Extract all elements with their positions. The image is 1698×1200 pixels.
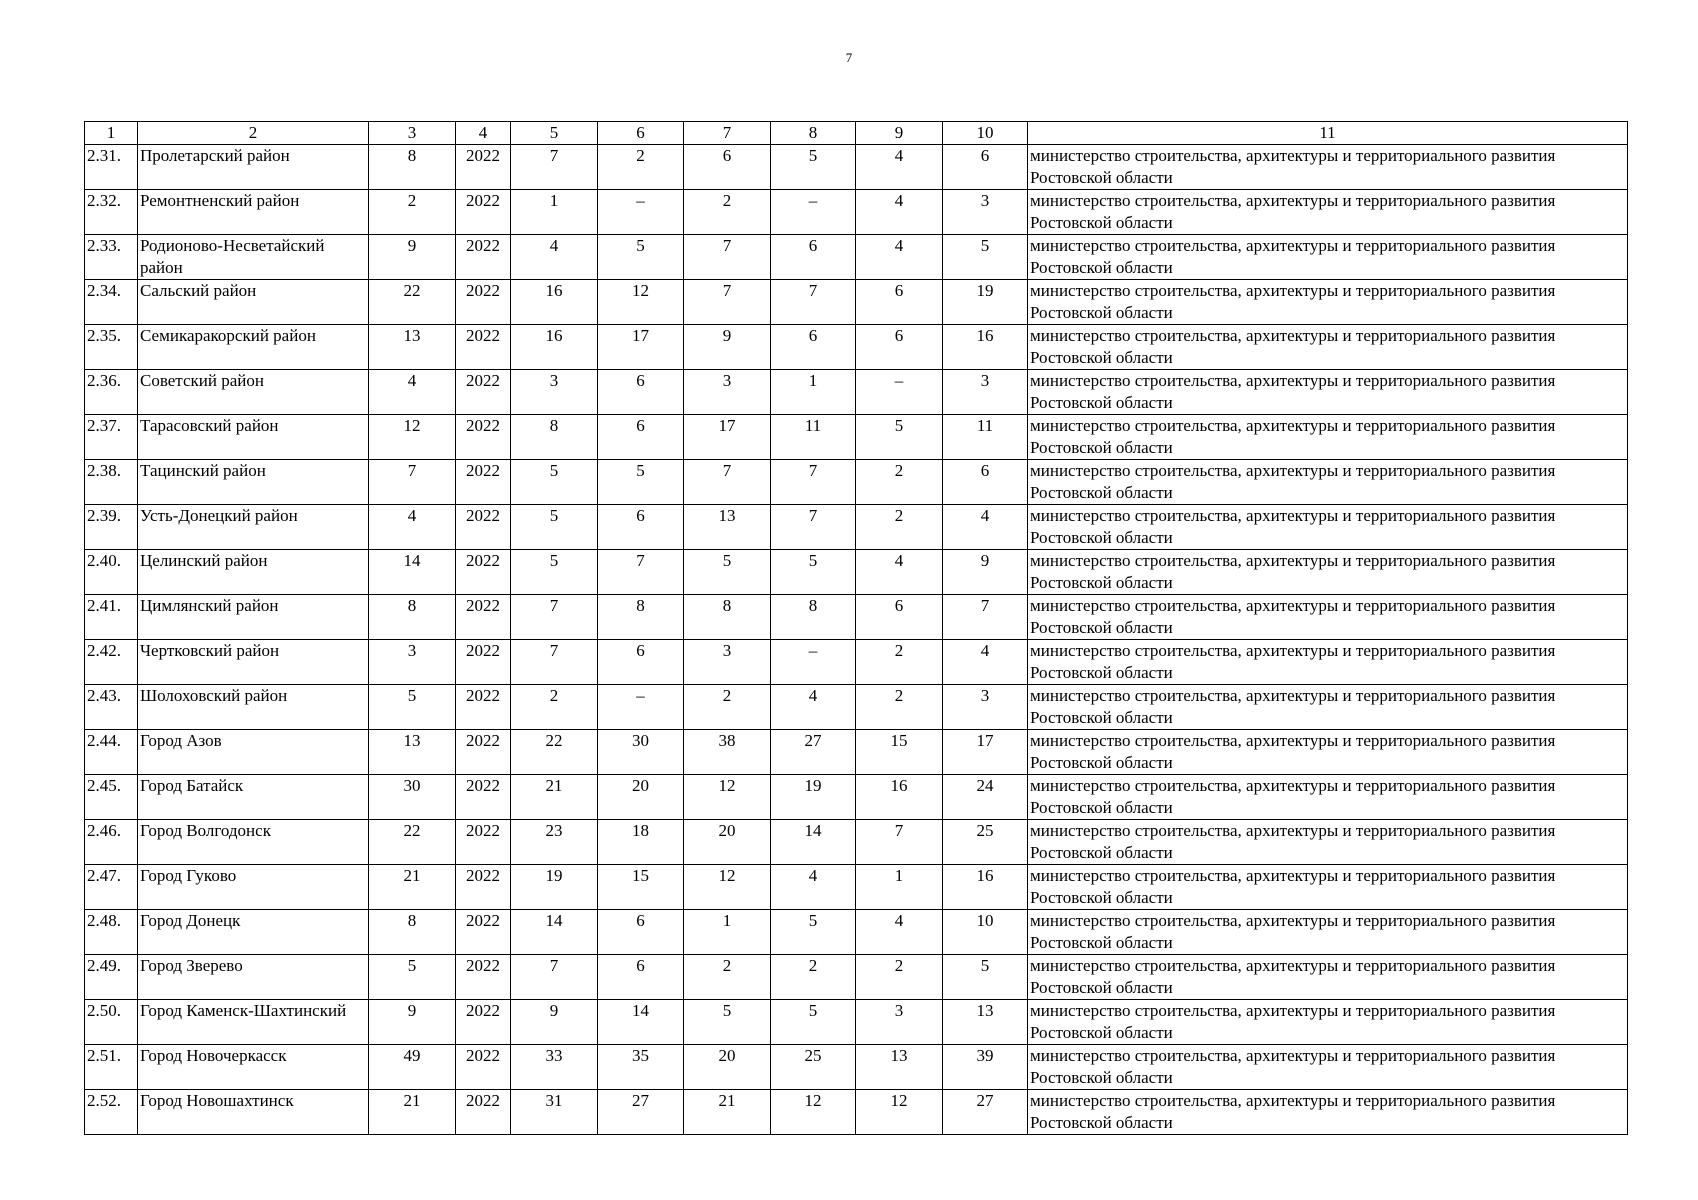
col-7-value: 5 [684,1000,771,1045]
col-6-value: 6 [598,910,684,955]
header-cell-2: 2 [138,122,369,145]
col-7-value: 12 [684,775,771,820]
table-row [85,550,1628,595]
row-number: 2.47. [85,865,138,910]
col-10-value: 17 [943,730,1028,775]
col-9-value: 6 [856,595,943,640]
row-number: 2.35. [85,325,138,370]
col-6-value: 2 [598,145,684,190]
responsible-organization: министерство строительства, архитектуры и территориального развития Ростовской области [1028,1000,1628,1045]
municipality-name: Город Новошахтинск [138,1090,369,1135]
col-5-value: 7 [511,145,598,190]
col-8-value: 6 [771,235,856,280]
col-5-value: 5 [511,460,598,505]
year: 2022 [456,685,511,730]
col-9-value: 2 [856,955,943,1000]
table-row [85,325,1628,370]
year: 2022 [456,145,511,190]
row-number: 2.37. [85,415,138,460]
col-5-value: 33 [511,1045,598,1090]
col-9-value: 4 [856,550,943,595]
col-9-value: 4 [856,145,943,190]
col-10-value: 27 [943,1090,1028,1135]
col-7-value: 2 [684,685,771,730]
col-9-value: 4 [856,910,943,955]
col-6-value: 15 [598,865,684,910]
col-8-value: 5 [771,910,856,955]
col-9-value: – [856,370,943,415]
col-9-value: 15 [856,730,943,775]
col-8-value: – [771,640,856,685]
col-6-value: 8 [598,595,684,640]
col-10-value: 6 [943,145,1028,190]
col-3-value: 5 [369,685,456,730]
col-10-value: 16 [943,325,1028,370]
col-5-value: 2 [511,685,598,730]
col-9-value: 2 [856,685,943,730]
col-9-value: 2 [856,460,943,505]
col-7-value: 7 [684,460,771,505]
responsible-organization: министерство строительства, архитектуры и территориального развития Ростовской области [1028,595,1628,640]
municipality-name: Тацинский район [138,460,369,505]
col-7-value: 3 [684,640,771,685]
col-7-value: 20 [684,820,771,865]
row-number: 2.33. [85,235,138,280]
col-6-value: – [598,685,684,730]
col-9-value: 3 [856,1000,943,1045]
col-10-value: 5 [943,955,1028,1000]
col-10-value: 7 [943,595,1028,640]
col-6-value: 35 [598,1045,684,1090]
table-row [85,820,1628,865]
col-7-value: 1 [684,910,771,955]
col-9-value: 12 [856,1090,943,1135]
responsible-organization: министерство строительства, архитектуры и территориального развития Ростовской области [1028,145,1628,190]
col-10-value: 16 [943,865,1028,910]
col-3-value: 13 [369,325,456,370]
table-row [85,505,1628,550]
col-8-value: 7 [771,280,856,325]
col-8-value: 1 [771,370,856,415]
row-number: 2.34. [85,280,138,325]
responsible-organization: министерство строительства, архитектуры и территориального развития Ростовской области [1028,370,1628,415]
year: 2022 [456,910,511,955]
col-3-value: 30 [369,775,456,820]
year: 2022 [456,640,511,685]
row-number: 2.48. [85,910,138,955]
table-row [85,775,1628,820]
col-5-value: 7 [511,595,598,640]
col-3-value: 8 [369,910,456,955]
col-10-value: 10 [943,910,1028,955]
col-3-value: 8 [369,595,456,640]
table-row [85,460,1628,505]
col-3-value: 21 [369,1090,456,1135]
year: 2022 [456,370,511,415]
table-row [85,145,1628,190]
header-cell-1: 1 [85,122,138,145]
col-6-value: 30 [598,730,684,775]
page-number: 7 [845,50,853,65]
col-5-value: 3 [511,370,598,415]
col-5-value: 16 [511,325,598,370]
municipality-name: Шолоховский район [138,685,369,730]
row-number: 2.40. [85,550,138,595]
responsible-organization: министерство строительства, архитектуры и территориального развития Ростовской области [1028,190,1628,235]
header-row [85,122,1628,145]
year: 2022 [456,1090,511,1135]
municipality-name: Ремонтненский район [138,190,369,235]
col-10-value: 19 [943,280,1028,325]
col-7-value: 38 [684,730,771,775]
row-number: 2.44. [85,730,138,775]
table-row [85,370,1628,415]
responsible-organization: министерство строительства, архитектуры и территориального развития Ростовской области [1028,280,1628,325]
col-7-value: 6 [684,145,771,190]
col-9-value: 7 [856,820,943,865]
col-3-value: 9 [369,235,456,280]
row-number: 2.45. [85,775,138,820]
responsible-organization: министерство строительства, архитектуры и территориального развития Ростовской области [1028,235,1628,280]
col-10-value: 3 [943,190,1028,235]
table-row [85,190,1628,235]
col-3-value: 13 [369,730,456,775]
municipality-name: Город Новочеркасск [138,1045,369,1090]
table-body [85,122,1628,1135]
col-5-value: 19 [511,865,598,910]
data-table [84,121,1628,1135]
header-cell-3: 3 [369,122,456,145]
year: 2022 [456,775,511,820]
row-number: 2.51. [85,1045,138,1090]
col-8-value: 4 [771,685,856,730]
col-3-value: 5 [369,955,456,1000]
table-row [85,1090,1628,1135]
year: 2022 [456,595,511,640]
responsible-organization: министерство строительства, архитектуры и территориального развития Ростовской области [1028,325,1628,370]
col-6-value: 14 [598,1000,684,1045]
col-6-value: 18 [598,820,684,865]
col-8-value: 5 [771,1000,856,1045]
year: 2022 [456,415,511,460]
table-row [85,910,1628,955]
col-5-value: 23 [511,820,598,865]
col-10-value: 4 [943,640,1028,685]
col-5-value: 21 [511,775,598,820]
table-row [85,730,1628,775]
col-8-value: 5 [771,550,856,595]
col-10-value: 6 [943,460,1028,505]
responsible-organization: министерство строительства, архитектуры и территориального развития Ростовской области [1028,865,1628,910]
col-8-value: – [771,190,856,235]
responsible-organization: министерство строительства, архитектуры и территориального развития Ростовской области [1028,640,1628,685]
col-8-value: 5 [771,145,856,190]
col-8-value: 7 [771,460,856,505]
col-9-value: 2 [856,640,943,685]
col-3-value: 7 [369,460,456,505]
col-7-value: 2 [684,955,771,1000]
municipality-name: Усть-Донецкий район [138,505,369,550]
year: 2022 [456,460,511,505]
responsible-organization: министерство строительства, архитектуры и территориального развития Ростовской области [1028,685,1628,730]
year: 2022 [456,235,511,280]
header-cell-6: 6 [598,122,684,145]
col-6-value: – [598,190,684,235]
responsible-organization: министерство строительства, архитектуры и территориального развития Ростовской области [1028,730,1628,775]
year: 2022 [456,820,511,865]
municipality-name: Родионово-Несветайский район [138,235,369,280]
responsible-organization: министерство строительства, архитектуры и территориального развития Ростовской области [1028,955,1628,1000]
col-3-value: 4 [369,505,456,550]
year: 2022 [456,1045,511,1090]
col-9-value: 13 [856,1045,943,1090]
municipality-name: Советский район [138,370,369,415]
municipality-name: Пролетарский район [138,145,369,190]
table-row [85,955,1628,1000]
header-cell-10: 10 [943,122,1028,145]
header-cell-4: 4 [456,122,511,145]
col-8-value: 2 [771,955,856,1000]
row-number: 2.39. [85,505,138,550]
col-6-value: 20 [598,775,684,820]
col-10-value: 11 [943,415,1028,460]
col-9-value: 4 [856,235,943,280]
municipality-name: Город Азов [138,730,369,775]
col-10-value: 5 [943,235,1028,280]
row-number: 2.31. [85,145,138,190]
row-number: 2.52. [85,1090,138,1135]
responsible-organization: министерство строительства, архитектуры и территориального развития Ростовской области [1028,460,1628,505]
table-row [85,1045,1628,1090]
row-number: 2.41. [85,595,138,640]
col-6-value: 27 [598,1090,684,1135]
municipality-name: Город Гуково [138,865,369,910]
col-6-value: 6 [598,415,684,460]
col-10-value: 24 [943,775,1028,820]
col-3-value: 4 [369,370,456,415]
col-10-value: 39 [943,1045,1028,1090]
header-cell-9: 9 [856,122,943,145]
col-8-value: 7 [771,505,856,550]
municipality-name: Город Каменск-Шахтинский [138,1000,369,1045]
col-8-value: 19 [771,775,856,820]
row-number: 2.36. [85,370,138,415]
responsible-organization: министерство строительства, архитектуры и территориального развития Ростовской области [1028,1090,1628,1135]
table-row [85,685,1628,730]
col-7-value: 5 [684,550,771,595]
year: 2022 [456,730,511,775]
row-number: 2.50. [85,1000,138,1045]
responsible-organization: министерство строительства, архитектуры и территориального развития Ростовской области [1028,820,1628,865]
col-6-value: 6 [598,370,684,415]
col-5-value: 22 [511,730,598,775]
header-cell-7: 7 [684,122,771,145]
col-7-value: 8 [684,595,771,640]
col-7-value: 7 [684,280,771,325]
year: 2022 [456,505,511,550]
col-6-value: 6 [598,505,684,550]
municipality-name: Город Батайск [138,775,369,820]
col-6-value: 17 [598,325,684,370]
col-10-value: 4 [943,505,1028,550]
col-6-value: 5 [598,460,684,505]
col-8-value: 4 [771,865,856,910]
col-8-value: 14 [771,820,856,865]
col-3-value: 21 [369,865,456,910]
municipality-name: Город Донецк [138,910,369,955]
responsible-organization: министерство строительства, архитектуры и территориального развития Ростовской области [1028,910,1628,955]
responsible-organization: министерство строительства, архитектуры и территориального развития Ростовской области [1028,1045,1628,1090]
col-7-value: 9 [684,325,771,370]
col-7-value: 3 [684,370,771,415]
col-5-value: 7 [511,955,598,1000]
col-8-value: 12 [771,1090,856,1135]
table-row [85,235,1628,280]
col-3-value: 8 [369,145,456,190]
col-7-value: 13 [684,505,771,550]
col-7-value: 21 [684,1090,771,1135]
col-3-value: 14 [369,550,456,595]
col-7-value: 7 [684,235,771,280]
col-3-value: 12 [369,415,456,460]
col-7-value: 2 [684,190,771,235]
col-6-value: 6 [598,640,684,685]
responsible-organization: министерство строительства, архитектуры и территориального развития Ростовской области [1028,775,1628,820]
year: 2022 [456,190,511,235]
col-6-value: 6 [598,955,684,1000]
col-6-value: 7 [598,550,684,595]
municipality-name: Семикаракорский район [138,325,369,370]
col-5-value: 1 [511,190,598,235]
header-cell-11: 11 [1028,122,1628,145]
table-row [85,595,1628,640]
col-3-value: 2 [369,190,456,235]
table-row [85,415,1628,460]
header-cell-5: 5 [511,122,598,145]
municipality-name: Город Волгодонск [138,820,369,865]
col-5-value: 7 [511,640,598,685]
row-number: 2.46. [85,820,138,865]
col-3-value: 49 [369,1045,456,1090]
col-3-value: 22 [369,280,456,325]
year: 2022 [456,280,511,325]
responsible-organization: министерство строительства, архитектуры и территориального развития Ростовской области [1028,505,1628,550]
col-7-value: 17 [684,415,771,460]
col-5-value: 9 [511,1000,598,1045]
municipality-name: Цимлянский район [138,595,369,640]
col-9-value: 5 [856,415,943,460]
row-number: 2.38. [85,460,138,505]
row-number: 2.32. [85,190,138,235]
year: 2022 [456,955,511,1000]
col-9-value: 6 [856,325,943,370]
responsible-organization: министерство строительства, архитектуры и территориального развития Ростовской области [1028,415,1628,460]
col-5-value: 14 [511,910,598,955]
table-row [85,1000,1628,1045]
col-8-value: 27 [771,730,856,775]
row-number: 2.49. [85,955,138,1000]
col-10-value: 3 [943,370,1028,415]
col-7-value: 12 [684,865,771,910]
table-row [85,865,1628,910]
year: 2022 [456,550,511,595]
year: 2022 [456,325,511,370]
col-8-value: 6 [771,325,856,370]
col-6-value: 12 [598,280,684,325]
responsible-organization: министерство строительства, архитектуры и территориального развития Ростовской области [1028,550,1628,595]
municipality-name: Город Зверево [138,955,369,1000]
municipality-name: Тарасовский район [138,415,369,460]
col-5-value: 31 [511,1090,598,1135]
col-7-value: 20 [684,1045,771,1090]
col-5-value: 8 [511,415,598,460]
year: 2022 [456,1000,511,1045]
table-row [85,640,1628,685]
col-3-value: 9 [369,1000,456,1045]
col-10-value: 25 [943,820,1028,865]
col-8-value: 25 [771,1045,856,1090]
col-3-value: 3 [369,640,456,685]
col-10-value: 13 [943,1000,1028,1045]
col-9-value: 4 [856,190,943,235]
col-9-value: 1 [856,865,943,910]
col-8-value: 8 [771,595,856,640]
col-5-value: 4 [511,235,598,280]
col-10-value: 3 [943,685,1028,730]
municipality-name: Сальский район [138,280,369,325]
table-row [85,280,1628,325]
col-9-value: 2 [856,505,943,550]
municipality-name: Чертковский район [138,640,369,685]
municipality-name: Целинский район [138,550,369,595]
row-number: 2.42. [85,640,138,685]
col-5-value: 16 [511,280,598,325]
row-number: 2.43. [85,685,138,730]
col-6-value: 5 [598,235,684,280]
col-9-value: 6 [856,280,943,325]
year: 2022 [456,865,511,910]
col-5-value: 5 [511,550,598,595]
col-3-value: 22 [369,820,456,865]
col-8-value: 11 [771,415,856,460]
col-10-value: 9 [943,550,1028,595]
col-5-value: 5 [511,505,598,550]
header-cell-8: 8 [771,122,856,145]
col-9-value: 16 [856,775,943,820]
